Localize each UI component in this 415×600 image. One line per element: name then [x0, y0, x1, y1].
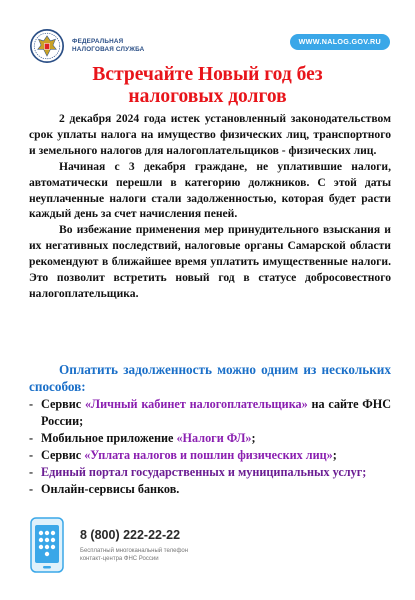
page-title — [20, 64, 395, 108]
fns-emblem-icon — [30, 29, 64, 63]
ways-list — [29, 396, 391, 497]
org-line-2: НАЛОГОВАЯ СЛУЖБА — [72, 46, 145, 53]
way-suffix: ; — [362, 464, 367, 479]
phone-icon — [30, 517, 64, 573]
body-text — [29, 111, 391, 302]
title-line-2: налоговых долгов — [128, 86, 287, 107]
way-link-payment[interactable]: «Уплата налогов и пошлин физических лиц» — [84, 447, 333, 462]
list-item — [29, 481, 391, 498]
hotline-note-line-1: Бесплатный многоканальный телефон — [80, 548, 189, 554]
way-suffix: на сайте ФНС России; — [41, 397, 392, 428]
paragraph-debtors: Начиная с 3 декабря граждане, не уплатившие налоги, автоматически перешли в категорию должников. С этой даты неуплаченные налоги стали задолженностью, которая будет расти каждый день за счет начисления пеней. — [29, 159, 391, 221]
list-item — [29, 464, 391, 481]
ways-heading — [29, 361, 391, 395]
hotline-note — [80, 547, 188, 563]
paragraph-deadline: 2 декабря 2024 года истек установленный законодательством срок уплаты налога на имущество физических лиц, транспортного и земельного налогов для налогоплательщиков - физических лиц. — [29, 112, 391, 157]
way-prefix: Сервис — [41, 397, 85, 411]
way-prefix: Сервис — [41, 447, 85, 462]
site-url-link[interactable]: WWW.NALOG.GOV.RU — [290, 34, 390, 50]
hotline-phone[interactable]: 8 (800) 222-22-22 — [80, 528, 181, 542]
way-suffix: ; — [332, 447, 337, 462]
list-item — [29, 430, 391, 447]
hotline-note-line-2: контакт-центра ФНС России — [80, 556, 159, 562]
way-suffix: ; — [251, 430, 256, 445]
org-line-1: ФЕДЕРАЛЬНАЯ — [72, 38, 124, 45]
paragraph-recommendation: Во избежание применения мер принудительного взыскания и их негативных последствий, налоговые органы Самарской области рекомендуют в ближайшее время уплатить имущественные налоги. Это позволит встретить новый год в статусе добросовестного налогоплательщика. — [29, 223, 391, 300]
ways-heading-text: Оплатить задолженность можно одним из нескольких способов: — [29, 362, 391, 394]
list-item — [29, 447, 391, 464]
title-line-1: Встречайте Новый год без — [92, 64, 323, 85]
way-banks: Онлайн-сервисы банков. — [41, 481, 180, 496]
list-item — [29, 396, 391, 430]
way-link-app[interactable]: «Налоги ФЛ» — [176, 430, 252, 445]
org-name — [72, 38, 144, 54]
way-link-gosuslugi[interactable]: Единый портал государственных и муниципальных услуг — [41, 464, 363, 479]
way-link-lk[interactable]: «Личный кабинет налогоплательщика» — [84, 397, 308, 411]
way-prefix: Мобильное приложение — [41, 430, 177, 445]
header — [0, 0, 415, 64]
